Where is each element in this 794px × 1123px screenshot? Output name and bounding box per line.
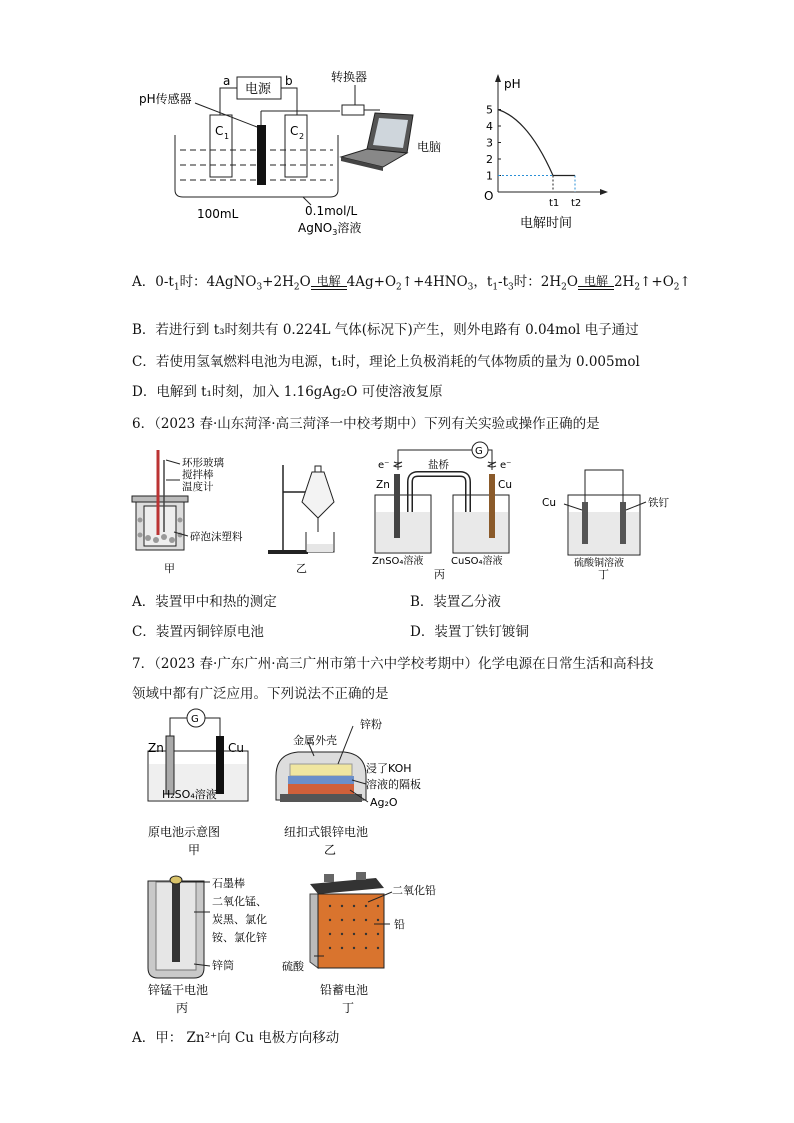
svg-text:石墨棒: 石墨棒 xyxy=(212,877,245,890)
salt-bridge-label: 盐桥 xyxy=(428,459,449,471)
origin-label: O xyxy=(484,189,494,203)
ph-time-chart xyxy=(478,72,608,232)
svg-text:Zn: Zn xyxy=(376,479,390,491)
converter-box xyxy=(342,105,364,115)
volume-label: 100mL xyxy=(197,207,239,221)
q6-apparatus-figure xyxy=(128,440,688,580)
q7-battery-figure xyxy=(138,706,468,1036)
svg-text:原电池示意图: 原电池示意图 xyxy=(148,825,221,839)
label-bing: 丙 xyxy=(434,568,445,580)
label-ding: 丁 xyxy=(598,568,609,580)
svg-text:纽扣式银锌电池: 纽扣式银锌电池 xyxy=(284,825,369,839)
svg-text:e⁻: e⁻ xyxy=(378,460,390,471)
svg-text:铅: 铅 xyxy=(394,918,405,931)
svg-text:C: C xyxy=(215,124,224,138)
label-jia: 甲 xyxy=(164,562,175,575)
svg-text:Cu: Cu xyxy=(542,497,556,509)
svg-text:CuSO₄溶液: CuSO₄溶液 xyxy=(451,556,503,567)
svg-text:碎泡沫塑料: 碎泡沫塑料 xyxy=(190,531,243,543)
svg-text:C: C xyxy=(290,124,299,138)
svg-text:锌锰干电池: 锌锰干电池 xyxy=(148,983,209,997)
svg-text:铵、氯化锌: 铵、氯化锌 xyxy=(212,931,267,944)
converter-label: 转换器 xyxy=(331,70,368,84)
x-axis-label: 电解时间 xyxy=(520,216,573,231)
y-tick-1: 1 xyxy=(486,169,493,183)
question-6-stem: 6．（2023 春·山东菏泽·高三菏泽一中校考期中）下列有关实验或操作正确的是 xyxy=(132,416,600,432)
electrolysis-arrow: 电解 xyxy=(311,274,347,286)
svg-text:丙: 丙 xyxy=(176,1001,189,1015)
svg-text:金属外壳: 金属外壳 xyxy=(293,734,337,747)
svg-text:乙: 乙 xyxy=(324,843,337,857)
svg-text:铁钉: 铁钉 xyxy=(648,497,669,509)
option-a: A．$0-t_1$时：$4AgNO_3+2H_2O$ 电解 $4Ag+O_2↑+4HNO_3$，$t_1-t_3$时：$2H_2O$ 电解 $2H_2↑+O_2↑$ xyxy=(132,274,691,293)
svg-text:环形玻璃: 环形玻璃 xyxy=(182,457,224,469)
question-7-stem-line2: 领域中都有广泛应用。下列说法不正确的是 xyxy=(132,686,389,702)
q7-option-a: A．甲： Zn²⁺向 Cu 电极方向移动 xyxy=(132,1030,340,1046)
electrolysis-arrow-2: 电解 xyxy=(578,274,614,286)
svg-text:铅蓄电池: 铅蓄电池 xyxy=(320,983,369,997)
terminal-b: b xyxy=(285,74,293,88)
terminal-a: a xyxy=(223,74,231,88)
power-label: 电源 xyxy=(245,82,272,97)
svg-text:AgNO3溶液: AgNO$_3$溶液 xyxy=(298,221,362,237)
svg-text:硫酸: 硫酸 xyxy=(282,960,304,973)
question-7-stem-line1: 7．（2023 春·广东广州·高三广州市第十六中学校考期中）化学电源在日常生活和高科技 xyxy=(132,656,654,672)
svg-text:Zn: Zn xyxy=(148,741,164,755)
x-tick-t2: t2 xyxy=(571,198,582,209)
galvanometer-g-7: G xyxy=(191,714,199,725)
option-c: C．若使用氢氧燃料电池为电源，t₁时，理论上负极消耗的气体物质的量为 0.005mol xyxy=(132,354,640,370)
svg-text:炭黑、氯化: 炭黑、氯化 xyxy=(212,913,267,926)
laptop-icon xyxy=(341,113,413,171)
zinc-manganese-dry-cell-diagram xyxy=(148,876,210,978)
svg-text:丁: 丁 xyxy=(342,1001,355,1015)
svg-text:ZnSO₄溶液: ZnSO₄溶液 xyxy=(372,556,424,567)
svg-text:二氧化锰、: 二氧化锰、 xyxy=(212,895,267,908)
y-tick-4: 4 xyxy=(486,120,493,133)
x-tick-t1: t1 xyxy=(549,198,560,209)
galvanometer-g: G xyxy=(475,446,483,457)
ph-sensor-probe xyxy=(257,125,266,185)
option-b: B．若进行到 t₃时刻共有 0.224L 气体(标况下)产生，则外电路有 0.04mol 电子通过 xyxy=(132,322,639,338)
svg-text:H₂SO₄溶液: H₂SO₄溶液 xyxy=(162,788,217,801)
svg-text:Cu: Cu xyxy=(228,741,244,755)
svg-text:二氧化铅: 二氧化铅 xyxy=(392,884,436,897)
svg-text:1: 1 xyxy=(224,132,230,141)
svg-text:硫酸铜溶液: 硫酸铜溶液 xyxy=(574,558,624,569)
q6-option-d: D．装置丁铁钉镀铜 xyxy=(410,624,529,640)
svg-text:浸了KOH: 浸了KOH xyxy=(366,762,412,775)
option-d: D．电解到 t₁时刻，加入 1.16gAg₂O 可使溶液复原 xyxy=(132,384,443,400)
svg-text:Cu: Cu xyxy=(498,479,512,491)
svg-text:e⁻: e⁻ xyxy=(500,460,512,471)
svg-text:搅拌棒: 搅拌棒 xyxy=(182,469,214,481)
ph-curve-series xyxy=(498,110,575,176)
svg-text:锌粉: 锌粉 xyxy=(360,718,382,731)
lead-acid-battery-diagram xyxy=(310,872,392,968)
y-tick-5: 5 xyxy=(486,103,493,117)
svg-text:锌筒: 锌筒 xyxy=(212,959,234,972)
svg-text:溶液的隔板: 溶液的隔板 xyxy=(366,778,421,791)
q6-option-c: C．装置丙铜锌原电池 xyxy=(132,624,264,640)
svg-text:Ag₂O: Ag₂O xyxy=(370,796,398,809)
concentration-label: 0.1mol/L xyxy=(305,204,358,218)
svg-text:2: 2 xyxy=(299,132,305,141)
svg-text:温度计: 温度计 xyxy=(182,481,214,493)
y-tick-3: 3 xyxy=(486,136,493,150)
y-axis-label: pH xyxy=(504,77,521,91)
computer-label: 电脑 xyxy=(417,140,442,154)
q6-option-a: A．装置甲中和热的测定 xyxy=(132,594,277,610)
label-yi: 乙 xyxy=(296,562,307,575)
ph-sensor-label: pH传感器 xyxy=(139,92,192,106)
y-tick-2: 2 xyxy=(486,153,493,166)
electrolysis-apparatus-figure xyxy=(135,65,455,240)
zn-cu-cell-apparatus xyxy=(375,442,511,553)
calorimeter-apparatus xyxy=(132,450,188,550)
svg-text:甲: 甲 xyxy=(188,843,201,857)
q6-option-b: B．装置乙分液 xyxy=(410,594,501,610)
separatory-funnel-apparatus xyxy=(268,465,334,554)
electroplating-apparatus xyxy=(564,470,646,555)
